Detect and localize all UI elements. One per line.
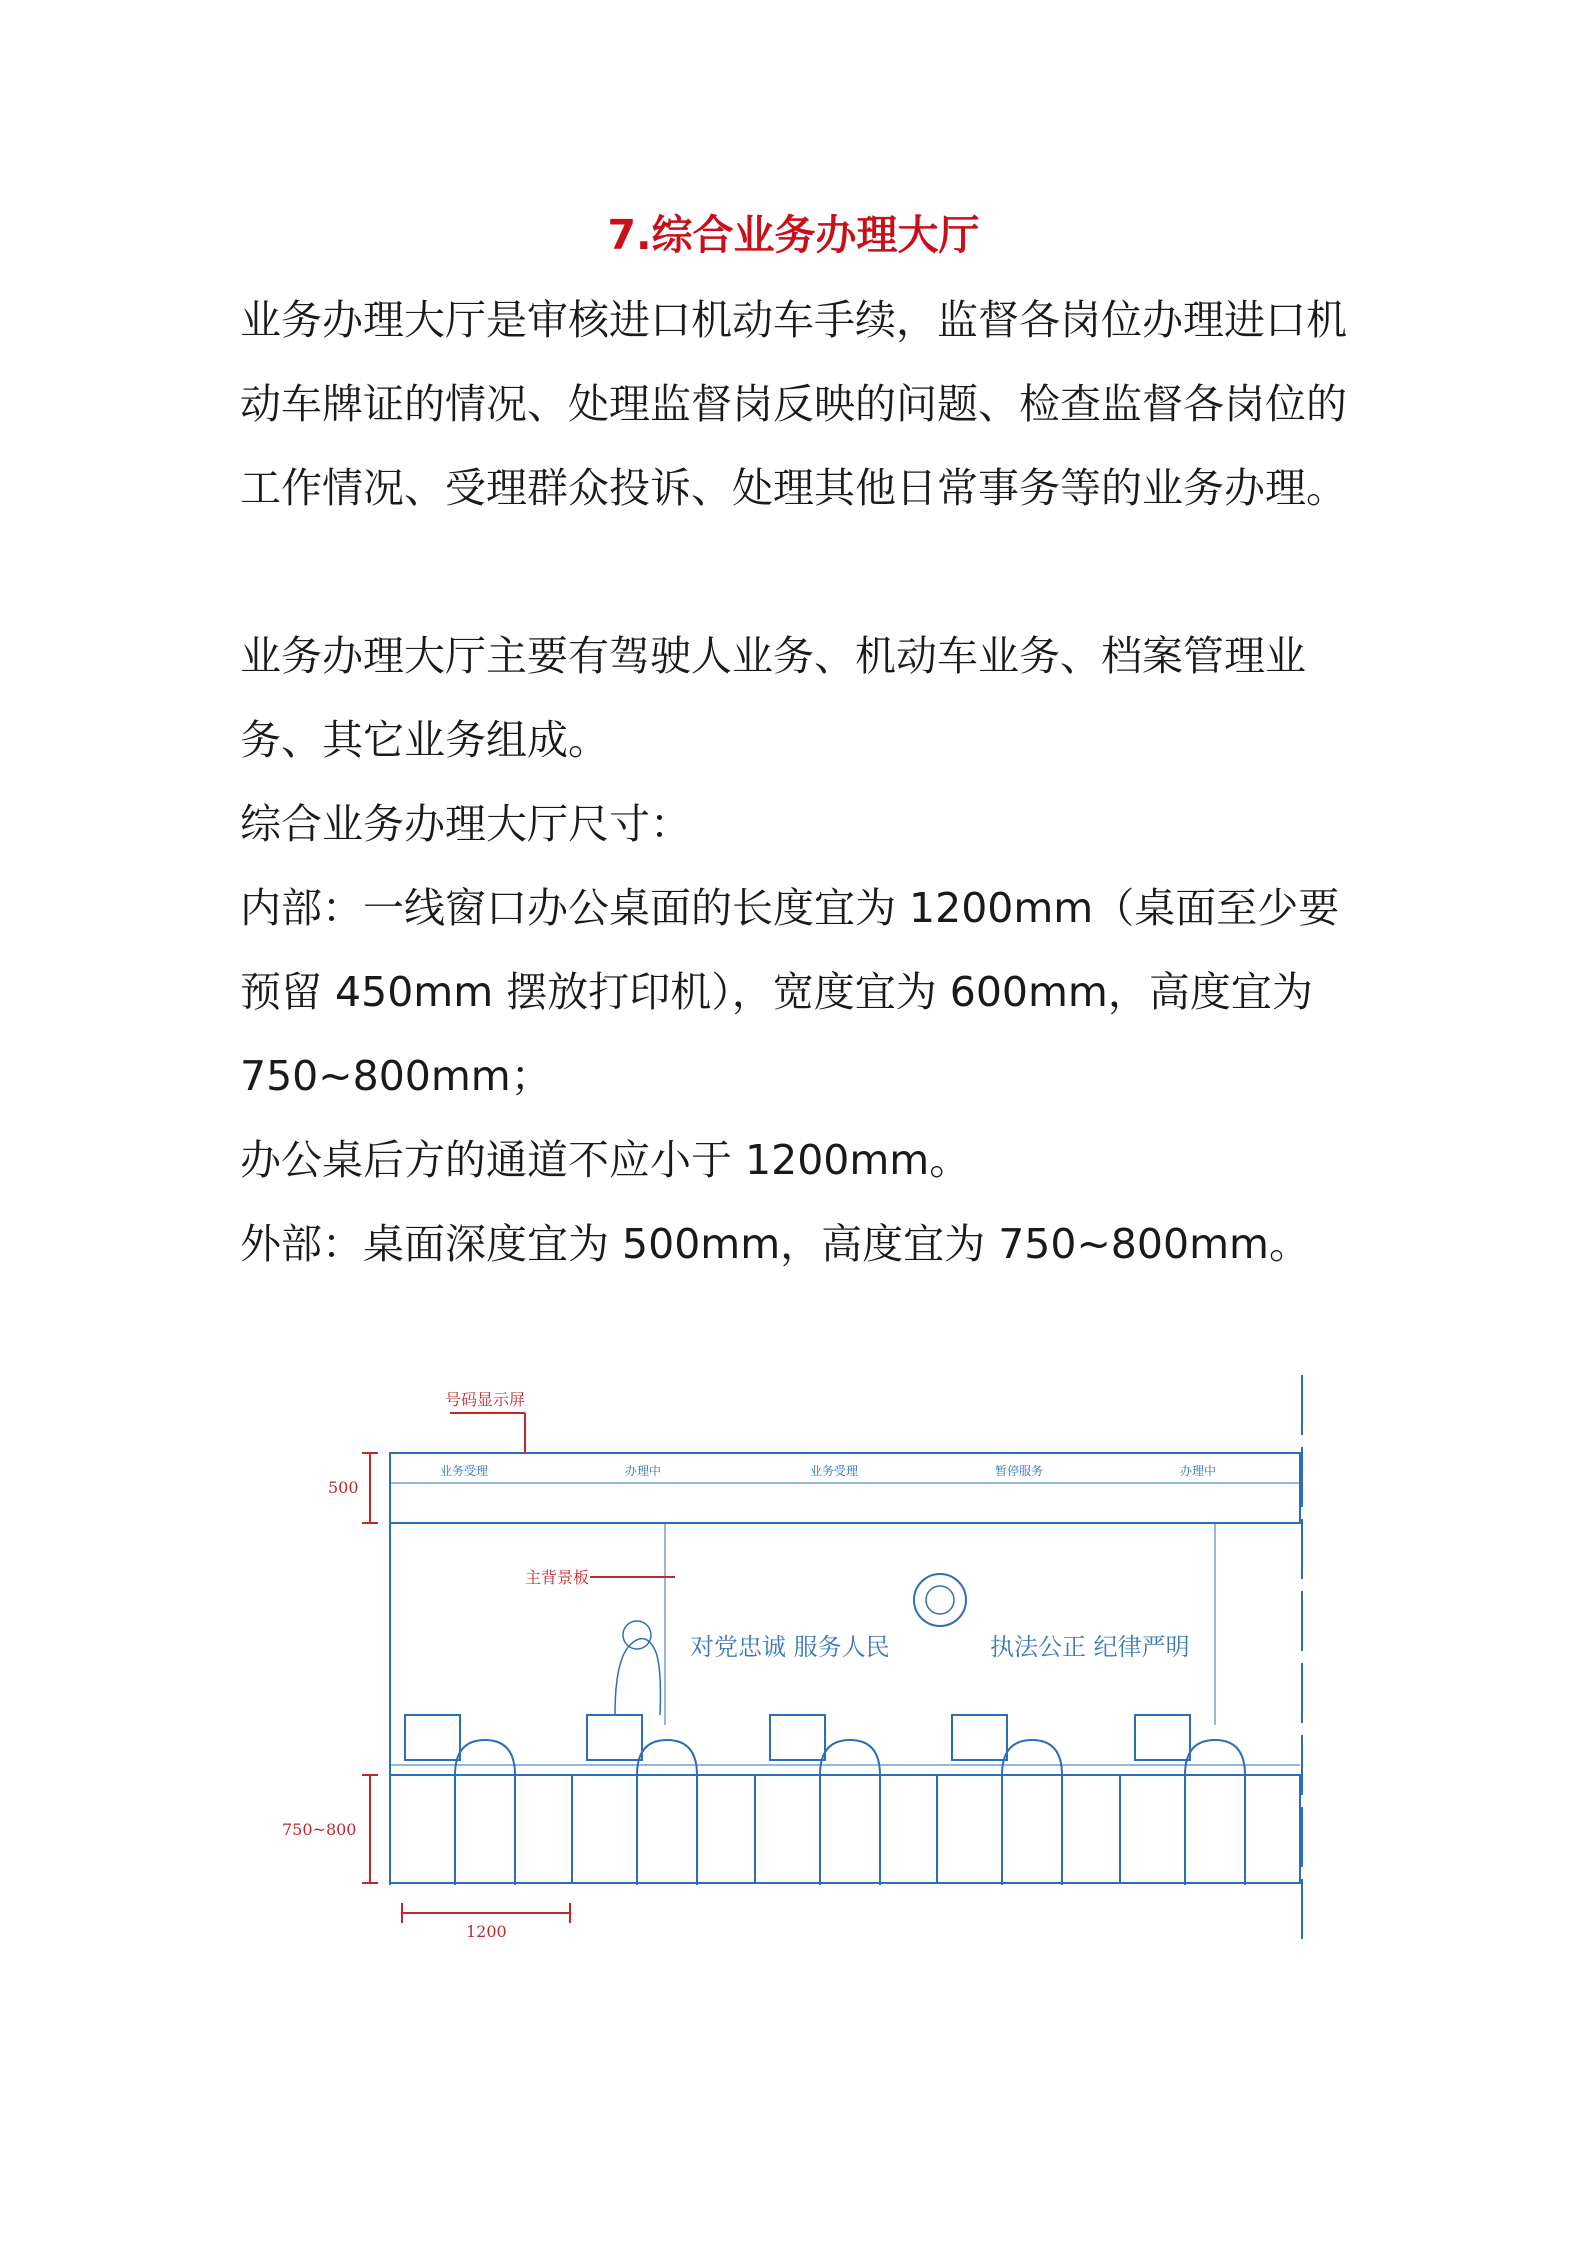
- chair: [820, 1740, 880, 1885]
- staff-figure: [615, 1639, 660, 1715]
- police-emblem: [914, 1574, 966, 1626]
- dimension-desk-height: 750~800: [282, 1820, 357, 1839]
- monitor: [770, 1715, 825, 1760]
- window-status-5: 办理中: [1180, 1464, 1217, 1478]
- paragraph-internal-size: 内部：一线窗口办公桌面的长度宜为 1200mm（桌面至少要预留 450mm 摆放打印机），宽度宜为 600mm，高度宜为750~800mm；: [240, 884, 1340, 1100]
- chair: [1002, 1740, 1062, 1885]
- window-status-4: 暂停服务: [995, 1464, 1044, 1478]
- label-main-background-board: 主背景板: [525, 1568, 590, 1587]
- paragraph-hall-function: 业务办理大厅是审核进口机动车手续，监督各岗位办理进口机动车牌证的情况、处理监督岗反映的问题、检查监督各岗位的工作情况、受理群众投诉、处理其他日常事务等的业务办理。: [240, 296, 1347, 512]
- monitor: [1135, 1715, 1190, 1760]
- elevation-drawing: [270, 1365, 1360, 1965]
- dimension-display-height: 500: [328, 1478, 359, 1497]
- chair: [1185, 1740, 1245, 1885]
- chair: [637, 1740, 697, 1885]
- service-hall-elevation-figure: [270, 1365, 1360, 1965]
- document-title: 7.综合业务办理大厅: [607, 211, 980, 259]
- paragraph-size-heading: 综合业务办理大厅尺寸：: [240, 800, 691, 848]
- window-status-2: 办理中: [625, 1464, 662, 1478]
- chair: [455, 1740, 515, 1885]
- slogan-left: 对党忠诚 服务人民: [690, 1633, 890, 1661]
- service-counter: [390, 1775, 1300, 1883]
- dimension-desk-length: 1200: [466, 1922, 507, 1941]
- paragraph-hall-composition: 业务办理大厅主要有驾驶人业务、机动车业务、档案管理业务、其它业务组成。: [240, 632, 1306, 764]
- window-status-3: 业务受理: [810, 1464, 859, 1478]
- paragraph-external-size: 外部：桌面深度宜为 500mm，高度宜为 750~800mm。: [240, 1220, 1310, 1268]
- monitor: [952, 1715, 1007, 1760]
- label-number-display-screen: 号码显示屏: [445, 1390, 526, 1409]
- slogan-right: 执法公正 纪律严明: [990, 1633, 1190, 1661]
- monitor: [405, 1715, 460, 1760]
- monitor: [587, 1715, 642, 1760]
- paragraph-aisle-size: 办公桌后方的通道不应小于 1200mm。: [240, 1136, 971, 1184]
- window-status-1: 业务受理: [440, 1464, 489, 1478]
